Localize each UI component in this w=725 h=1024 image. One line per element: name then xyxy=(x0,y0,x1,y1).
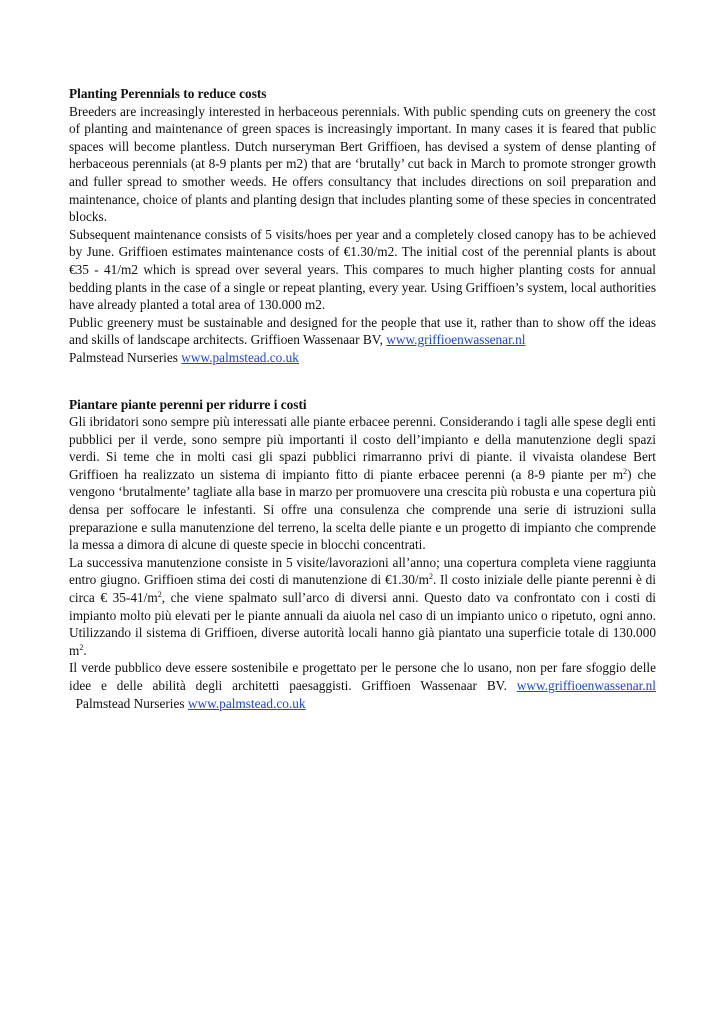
italian-paragraph-3-mid: Palmstead Nurseries xyxy=(69,695,188,711)
italian-heading: Piantare piante perenni per ridurre i costi xyxy=(69,396,307,412)
italian-paragraph-1-part-b: ) che vengono ‘brutalmente’ tagliate alla base in marzo per promuovere una crescita più robusta e una copertura più densa per soffocare le infestanti. Si offre una consulenza che comprende una serie di istruzioni sulla preparazione e sulla manutenzione del terreno, la scelta delle piante e un progetto di impianto che comprende la messa a dimora di alcune di queste specie in blocchi concentrati. xyxy=(69,466,656,553)
italian-paragraph-1 xyxy=(69,413,656,554)
english-paragraph-3-mid: Palmstead Nurseries xyxy=(69,349,182,365)
italian-paragraph-2 xyxy=(69,554,656,660)
palmstead-link[interactable]: www.palmstead.co.uk xyxy=(181,349,299,365)
english-paragraph-3 xyxy=(69,314,656,367)
griffioen-link-italian[interactable]: www.griffioenwassenar.nl xyxy=(516,678,656,693)
italian-paragraph-3-text: Il verde pubblico deve essere sostenibile e progettato per le persone che lo usano, non per fare sfoggio delle idee e delle abilità degli architetti paesaggisti. Griffioen Wassenaar BV. xyxy=(69,660,656,693)
english-paragraph-2: Subsequent maintenance consists of 5 visits/hoes per year and a completely closed canopy has to be achieved by June. Griffioen estimates maintenance costs of €1.30/m2. The initial cost of the perennial plants is about €35 - 41/m2 which is spread over several years. This compares to much higher planting costs for annual bedding plants in the case of a single or repeat planting, every year. Using Griffioen’s system, local authorities have already planted a total area of 130.000 m2. xyxy=(69,226,656,313)
griffioen-link[interactable]: www.griffioenwassenar.nl xyxy=(386,332,526,348)
english-section xyxy=(69,85,656,367)
english-heading: Planting Perennials to reduce costs xyxy=(69,86,267,101)
italian-section xyxy=(69,396,656,713)
english-paragraph-3-text: Public greenery must be sustainable and designed for the people that use it, rather than to show off the ideas and skills of landscape architects. Griffioen Wassenaar BV, xyxy=(69,314,656,348)
italian-paragraph-2-part-b: . Il costo iniziale delle piante perenni è di circa € 35-41/m xyxy=(69,572,657,606)
superscript-2: 2 xyxy=(157,590,162,600)
superscript-2: 2 xyxy=(79,642,84,652)
italian-paragraph-2-part-a: La successiva manutenzione consiste in 5 visite/lavorazioni all’anno; una copertura completa viene raggiunta entro giugno. Griffioen stima dei costi di manutenzione di €1.30/m xyxy=(69,554,656,588)
english-paragraph-1: Breeders are increasingly interested in herbaceous perennials. With public spending cuts on greenery the cost of planting and maintenance of green spaces is increasingly important. In many cases it is feared that public spaces will become plantless. Dutch nurseryman Bert Griffioen, has devised a system of dense planting of herbaceous perennials (at 8-9 plants per m2) that are ‘brutally’ cut back in March to promote stronger growth and fuller spread to smother weeds. He offers consultancy that includes directions on soil preparation and maintenance, choice of plants and planting design that includes planting some of these species in concentrated blocks. xyxy=(69,103,656,225)
italian-paragraph-2-part-c: , che viene spalmato sull’arco di diversi anni. Questo dato va confrontato con i costi di impianto molto più elevati per le piante annuali da aiuola nel caso di un impianto unico o ripetuto, ogni anno. Utilizzando il sistema di Griffioen, diverse autorità locali hanno già piantato una superficie totale di 130.000 m xyxy=(69,590,656,658)
italian-paragraph-3 xyxy=(69,659,656,712)
palmstead-link-italian[interactable]: www.palmstead.co.uk xyxy=(187,695,306,711)
superscript-2: 2 xyxy=(623,466,628,476)
document-body xyxy=(69,85,656,712)
italian-paragraph-2-part-d: . xyxy=(83,642,87,658)
superscript-2: 2 xyxy=(428,572,433,582)
italian-paragraph-1-part-a: Gli ibridatori sono sempre più interessati alle piante erbacee perenni. Considerando i tagli alle spese degli enti pubblici per il verde, sono sempre più importanti il costo dell’impianto e della manutenzione degli spazi verdi. Si teme che in molti casi gli spazi pubblici rimarranno privi di piante. il vivaista olandese Bert Griffioen ha realizzato un sistema di impianto fitto di piante erbacee perenni (a 8-9 piante per m xyxy=(69,414,656,482)
